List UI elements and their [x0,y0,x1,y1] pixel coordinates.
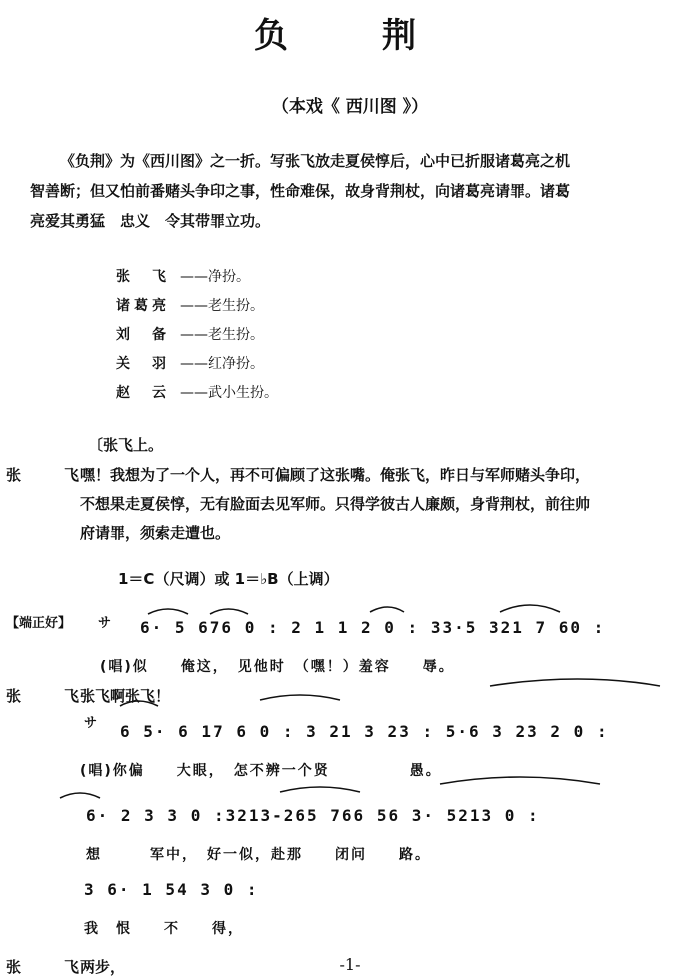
tune-label: 【端正好】 [6,616,72,631]
speaker-name: 张 飞 [6,466,94,484]
key-signature: 1＝C（尺调）或 1＝♭B（上调） [118,570,339,588]
cast-item [116,382,278,402]
cast-item [116,295,264,315]
cast-item [116,353,264,373]
speaker-name: 张 飞 [6,958,94,976]
score-notes: 6· 5 676 0 : 2 1 1 2 0 : 33·5 321 7 60 : [140,618,606,637]
speech-line: 不想果走夏侯惇，无有脸面去见军师。只得学彼古人廉颇，身背荆杖，前往帅 [80,495,591,513]
score-lyrics: 我 恨 不 得， [84,921,244,937]
speech-line: 两步， [80,958,126,976]
intro-line: 《负荆》为《西川图》之一折。写张飞放走夏侯惇后，心中已折服诸葛亮之机 [60,152,571,170]
cast-name: 张 飞 [116,269,170,285]
cast-item [116,266,250,286]
free-rhythm-mark: サ [84,716,98,731]
cast-name: 诸葛亮 [116,298,170,314]
intro-line: 亮爱其勇猛 忠义 令其带罪立功。 [30,212,271,230]
cast-item [116,324,264,344]
subtitle: （本戏《 西川图 》） [271,97,429,117]
speaker-name: 张 飞 [6,687,94,705]
score-notes: 6· 2 3 3 0 :3213-265 766 56 3· 5213 0 : [86,806,540,825]
cast-name: 关 羽 [116,356,170,372]
cast-name: 刘 备 [116,327,170,343]
cast-role: ——红净扮。 [180,356,264,372]
cast-name: 赵 云 [116,385,170,401]
speech-line: 府请罪，须索走遭也。 [80,524,231,542]
cast-role: ——武小生扮。 [180,385,278,401]
score-lyrics: (唱)似 俺这， 见他时 （嘿！）羞容 辱。 [100,659,455,675]
cast-role: ——老生扮。 [180,298,264,314]
page-number: -1- [339,955,361,974]
speech-line: 嘿！我想为了一个人，再不可偏顾了这张嘴。俺张飞，昨日与军师赌头争印， [80,466,591,484]
cast-role: ——净扮。 [180,269,250,285]
score-notes: 3 6· 1 54 3 0 : [84,880,259,899]
cast-role: ——老生扮。 [180,327,264,343]
speech-line: 张飞啊张飞！ [80,687,171,705]
free-rhythm-mark: サ [98,616,112,631]
page-title: 负 荆 [254,16,446,56]
intro-line: 智善断；但又怕前番赌头争印之事，性命难保，故身背荆杖，向诸葛亮请罪。诸葛 [30,182,571,200]
stage-direction: 〔张飞上。 [88,436,164,454]
score-lyrics: (唱)你偏 大眼， 怎不辨一个贤 愚。 [80,763,442,779]
score-lyrics: 想 军中， 好一似，赴那 闭问 路。 [86,847,431,863]
score-notes: 6 5· 6 17 6 0 : 3 21 3 23 : 5·6 3 23 2 0 : [120,722,609,741]
